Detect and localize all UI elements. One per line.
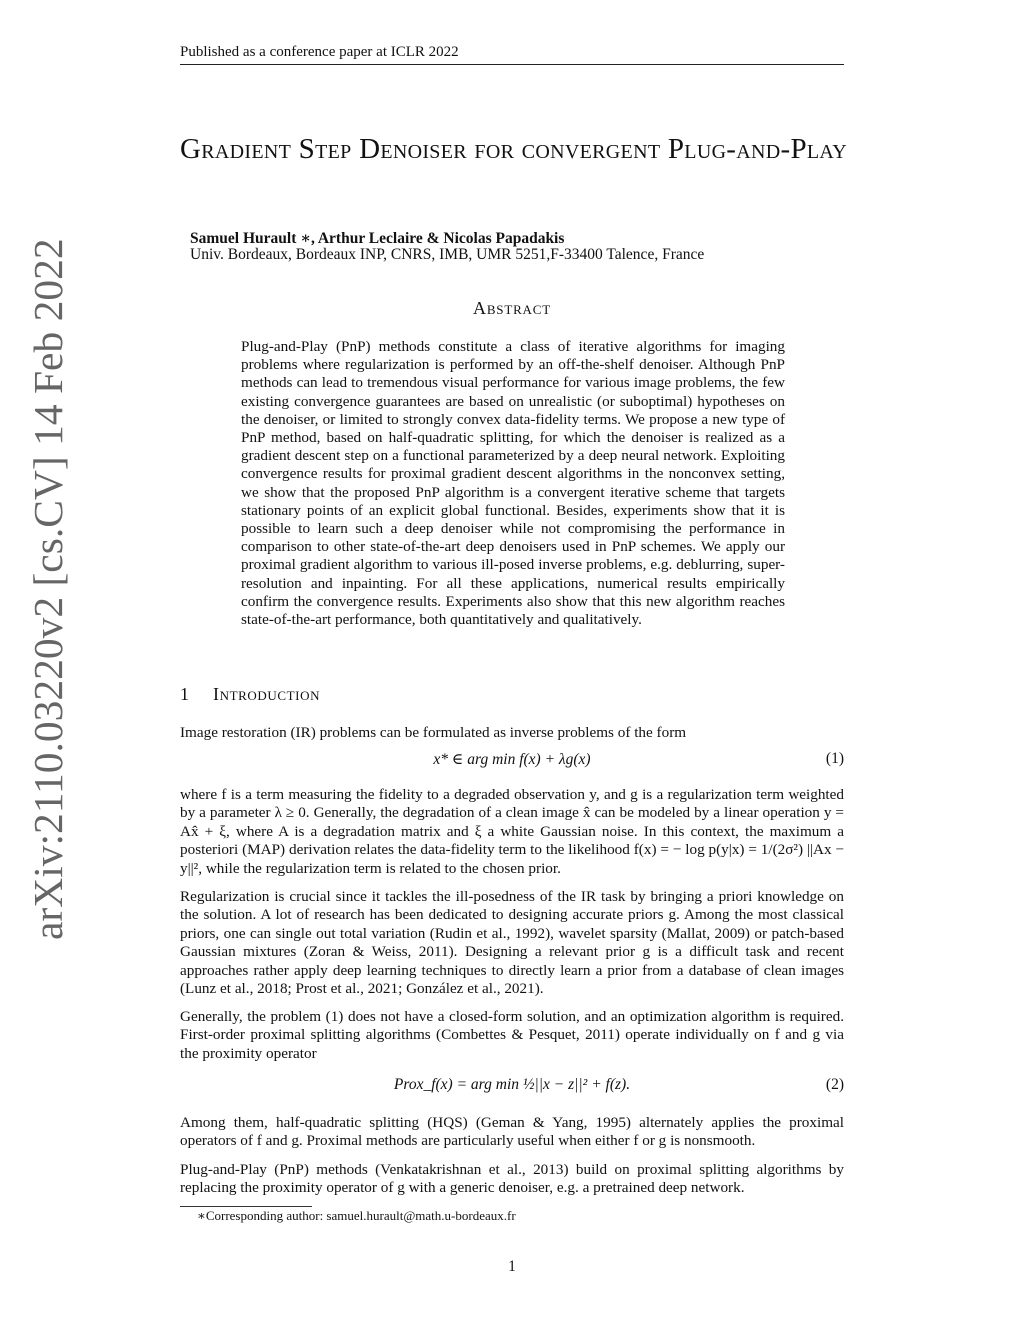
section-title: Introduction bbox=[213, 684, 321, 704]
abstract-heading: Abstract bbox=[473, 298, 551, 318]
intro-lead: Image restoration (IR) problems can be formulated as inverse problems of the form bbox=[180, 724, 687, 741]
equation-2 bbox=[180, 1076, 844, 1106]
abstract-body: Plug-and-Play (PnP) methods constitute a class of iterative algorithms for imaging problems where regularization is performed by an off-the-shelf denoiser. Although PnP methods can lead to tremendous visual performance for various image problems, the few existing convergence guarantees are based on unrealistic (or suboptimal) hypotheses on the denoiser, or limited to strongly convex data-fidelity terms. We propose a new type of PnP method, based on half-quadratic splitting, for which the denoiser is realized as a gradient descent step on a functional parameterized by a deep neural network. Exploiting convergence results for proximal gradient descent algorithms in the nonconvex setting, we show that the proposed PnP algorithm is a convergent iterative scheme that targets stationary points of an explicit global functional. Besides, experiments show that it is possible to learn such a deep denoiser while not compromising the performance in comparison to other state-of-the-art deep denoisers used in PnP schemes. We apply our proximal gradient algorithm to various ill-posed inverse problems, e.g. deblurring, super-resolution and inpainting. For all these applications, numerical results empirically confirm the convergence results. Experiments also show that this new algorithm reaches state-of-the-art performance, both quantitatively and qualitatively. bbox=[241, 338, 785, 629]
section-number: 1 bbox=[180, 684, 190, 704]
arxiv-sidebar-stamp: arXiv:2110.03220v2 [cs.CV] 14 Feb 2022 bbox=[25, 238, 71, 940]
section-heading bbox=[180, 684, 320, 705]
equation-1-math: x* ∈ arg min f(x) + λg(x) bbox=[433, 751, 591, 768]
running-header: Published as a conference paper at ICLR 2022 bbox=[180, 44, 459, 60]
equation-2-math: Prox_f(x) = arg min ½||x − z||² + f(z). bbox=[393, 1076, 631, 1093]
authors: Samuel Hurault ∗, Arthur Leclaire & Nicolas Papadakis bbox=[190, 230, 565, 247]
equation-1 bbox=[180, 750, 844, 780]
equation-2-number: (2) bbox=[825, 1076, 844, 1093]
paper-title: Gradient Step Denoiser for convergent Plug-and-Play bbox=[180, 133, 848, 165]
header-rule bbox=[180, 64, 844, 65]
paragraph-3: Generally, the problem (1) does not have a closed-form solution, and an optimization algorithm is required. First-order proximal splitting algorithms (Combettes & Pesquet, 2011) operate individually on f and g via the proximity operator bbox=[180, 1008, 844, 1062]
page-number: 1 bbox=[508, 1258, 516, 1275]
equation-1-number: (1) bbox=[825, 750, 844, 767]
paragraph-2: Regularization is crucial since it tackles the ill-posedness of the IR task by bringing a priori knowledge on the solution. A lot of research has been dedicated to designing accurate priors g. Among the most classical priors, one can single out total variation (Rudin et al., 1992), wavelet sparsity (Mallat, 2009) or patch-based Gaussian mixtures (Zoran & Weiss, 2011). Designing a relevant prior g is a difficult task and recent approaches rather apply deep learning techniques to directly learn a prior from a database of clean images (Lunz et al., 2018; Prost et al., 2021; González et al., 2021). bbox=[180, 888, 844, 998]
paragraph-1: where f is a term measuring the fidelity to a degraded observation y, and g is a regularization term weighted by a parameter λ ≥ 0. Generally, the degradation of a clean image x̂ can be modeled by a linear operation y = Ax̂ + ξ, where A is a degradation matrix and ξ a white Gaussian noise. In this context, the maximum a posteriori (MAP) derivation relates the data-fidelity term to the likelihood f(x) = − log p(y|x) = 1/(2σ²) ||Ax − y||², while the regularization term is related to the chosen prior. bbox=[180, 786, 844, 877]
paragraph-4: Among them, half-quadratic splitting (HQS) (Geman & Yang, 1995) alternately applies the proximal operators of f and g. Proximal methods are particularly useful when either f or g is nonsmooth. bbox=[180, 1114, 844, 1150]
paragraph-5: Plug-and-Play (PnP) methods (Venkatakrishnan et al., 2013) build on proximal splitting algorithms by replacing the proximity operator of g with a generic denoiser, e.g. a pretrained deep network. bbox=[180, 1161, 844, 1197]
affiliation: Univ. Bordeaux, Bordeaux INP, CNRS, IMB, UMR 5251,F-33400 Talence, France bbox=[190, 246, 705, 263]
footnote: ∗Corresponding author: samuel.hurault@math.u-bordeaux.fr bbox=[197, 1208, 516, 1223]
footnote-rule bbox=[180, 1206, 312, 1207]
